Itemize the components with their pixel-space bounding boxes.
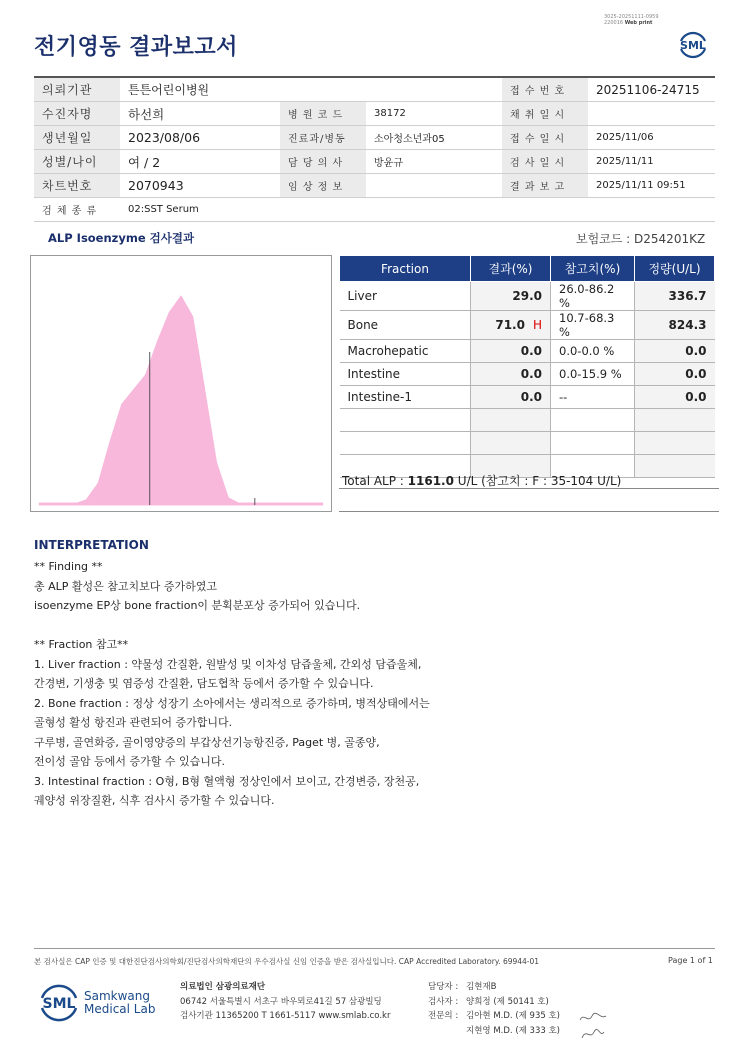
staff-line: 지현영 M.D. (제 333 호) [466,1025,561,1036]
receipt-no-label: 접 수 번 호 [502,77,588,102]
col-reference: 참고치(%) [551,256,635,282]
divider [339,488,719,489]
fraction-quant: 824.3 [635,311,715,340]
fraction-row [340,363,715,386]
birth-label: 생년월일 [34,126,120,150]
col-fraction: Fraction [340,256,471,282]
footer-note: 본 검사실은 CAP 인증 및 대한진단검사의학회/진단검사의학재단의 우수검사실 신임 인증을 받은 검사실입니다. CAP Accredited Laboratory. 69944-01 [34,957,540,966]
org-address: 06742 서울특별시 서초구 바우뫼로41길 57 삼광빌딩 [180,996,382,1007]
sex-age-value: 여 / 2 [120,150,280,174]
interp-line: ** Finding ** [34,560,103,573]
col-result: 결과(%) [471,256,551,282]
fraction-header-row [340,256,715,282]
receipt-date-value: 2025/11/06 [588,126,715,150]
web-print-label: Web print [624,20,653,26]
organization-info [180,980,390,1024]
interp-line: 궤양성 위장질환, 식후 검사시 증가할 수 있습니다. [34,794,275,807]
fraction-row-empty [340,432,715,455]
info-row [34,150,715,174]
interp-line: 간경변, 기생충 및 염증성 간질환, 담도협착 등에서 증가할 수 있습니다. [34,677,374,690]
brand-line2: Medical Lab [84,1002,156,1016]
fraction-result: 0.0 [471,340,551,363]
fraction-row [340,386,715,409]
report-date-value: 2025/11/11 09:51 [588,174,715,198]
chart-area-series [39,296,323,504]
interp-line: 총 ALP 활성은 참고치보다 증가하였고 [34,579,218,593]
insurance-code: 보험코드 : D254201KZ [576,232,706,246]
hospital-code-value: 38172 [366,102,502,126]
fraction-name: Liver [340,282,471,311]
fraction-ref: 0.0-0.0 % [551,340,635,363]
footer-logo-text: SML [42,996,76,1012]
footer-divider [34,948,715,949]
print-code-line1: 3025-20251111-0959 [604,14,659,20]
col-quantity: 정량(U/L) [635,256,715,282]
fraction-row [340,311,715,340]
hospital-code-label: 병 원 코 드 [280,102,366,126]
fraction-ref: 10.7-68.3 % [551,311,635,340]
report-title: 전기영동 결과보고서 [34,35,238,60]
doctor-value: 방윤규 [366,150,502,174]
fraction-name: Intestine [340,363,471,386]
info-row [34,198,715,222]
hospital-label: 의뢰기관 [34,77,120,102]
total-alp-value: 1161.0 [407,474,454,488]
report-date-label: 결 과 보 고 [502,174,588,198]
hospital-value: 튼튼어린이병원 [120,77,502,102]
specimen-value: 02:SST Serum [120,198,715,222]
org-name: 의료법인 삼광의료재단 [180,982,266,992]
print-code [604,14,659,26]
interp-line: isoenzyme EP상 bone fraction이 분획분포상 증가되어 있습니다. [34,599,361,612]
fraction-ref: -- [551,386,635,409]
fraction-row [340,340,715,363]
staff-line: 검사자 : 양희정 (제 50141 호) [428,996,549,1007]
interp-line: 골형성 활성 항진과 관련되어 증가합니다. [34,716,233,729]
logo-text: SML [680,39,706,52]
fraction-table [339,255,715,478]
brand-name [84,990,155,1016]
chart-no-label: 차트번호 [34,174,120,198]
page-number: Page 1 of 1 [668,956,713,965]
fraction-result: 0.0 [471,363,551,386]
high-flag: H [532,318,542,332]
specimen-label: 검 체 종 류 [34,198,120,222]
interpretation-title: INTERPRETATION [34,538,149,552]
collect-date-value [588,102,715,126]
staff-line: 전문의 : 김아현 M.D. (제 935 호) [428,1011,561,1021]
patient-label: 수진자명 [34,102,120,126]
fraction-ref: 0.0-15.9 % [551,363,635,386]
staff-line: 담당자 : 김현재B [428,982,497,992]
electrophoresis-graph [30,255,332,512]
interp-line: 구루병, 골연화증, 골이영양증의 부갑상선기능항진증, Paget 병, 골종양, [34,735,380,749]
interp-line [34,616,714,636]
patient-value: 하선희 [120,102,280,126]
fraction-quant: 0.0 [635,386,715,409]
doctor-label: 담 당 의 사 [280,150,366,174]
interp-line: ** Fraction 참고** [34,638,129,651]
clinical-info-value [366,174,502,198]
section-title: ALP Isoenzyme 검사결과 [48,231,195,245]
collect-date-label: 채 취 일 시 [502,102,588,126]
signature-icon [578,1010,610,1044]
total-alp: Total ALP : 1161.0 U/L (참고치 : F : 35-104 U/L) [342,474,622,488]
info-row [34,126,715,150]
info-row [34,102,715,126]
dept-label: 진료과/병동 [280,126,366,150]
fraction-result: 0.0 [471,386,551,409]
test-date-value: 2025/11/11 [588,150,715,174]
fraction-result: 71.0 H [471,311,551,340]
info-row [34,174,715,198]
fraction-row [340,282,715,311]
interp-line: 1. Liver fraction : 약물성 간질환, 원발성 및 이차성 담즙울체, 간외성 담즙울체, [34,657,422,671]
fraction-name: Bone [340,311,471,340]
interp-line: 2. Bone fraction : 정상 성장기 소아에서는 생리적으로 증가하며, 병적상태에서는 [34,696,430,710]
test-date-label: 검 사 일 시 [502,150,588,174]
interp-line: 전이성 골암 등에서 증가할 수 있습니다. [34,755,225,768]
info-row [34,77,715,102]
divider [339,511,719,512]
fraction-result: 29.0 [471,282,551,311]
sex-age-label: 성별/나이 [34,150,120,174]
fraction-name: Macrohepatic [340,340,471,363]
interp-line: 3. Intestinal fraction : O형, B형 혈액형 정상인에서 보이고, 간경변증, 장천공, [34,774,420,788]
patient-info-table [34,76,715,222]
receipt-no-value: 20251106-24715 [588,77,715,102]
interpretation-text [34,557,714,811]
fraction-row-empty [340,409,715,432]
brand-line1: Samkwang [84,989,150,1003]
sml-footer-logo-icon [36,980,82,1026]
fraction-quant: 0.0 [635,363,715,386]
electrophoresis-chart [31,256,331,511]
fraction-name: Intestine-1 [340,386,471,409]
sml-logo-icon [676,28,710,62]
clinical-info-label: 임 상 정 보 [280,174,366,198]
fraction-quant: 0.0 [635,340,715,363]
chart-no-value: 2070943 [120,174,280,198]
receipt-date-label: 접 수 일 시 [502,126,588,150]
fraction-ref: 26.0-86.2 % [551,282,635,311]
print-code-line2: 220016 Web print [604,20,653,26]
org-contact: 검사기관 11365200 T 1661-5117 www.smlab.co.kr [180,1011,391,1021]
fraction-quant: 336.7 [635,282,715,311]
birth-value: 2023/08/06 [120,126,280,150]
staff-info [428,980,560,1038]
dept-value: 소아청소년과05 [366,126,502,150]
